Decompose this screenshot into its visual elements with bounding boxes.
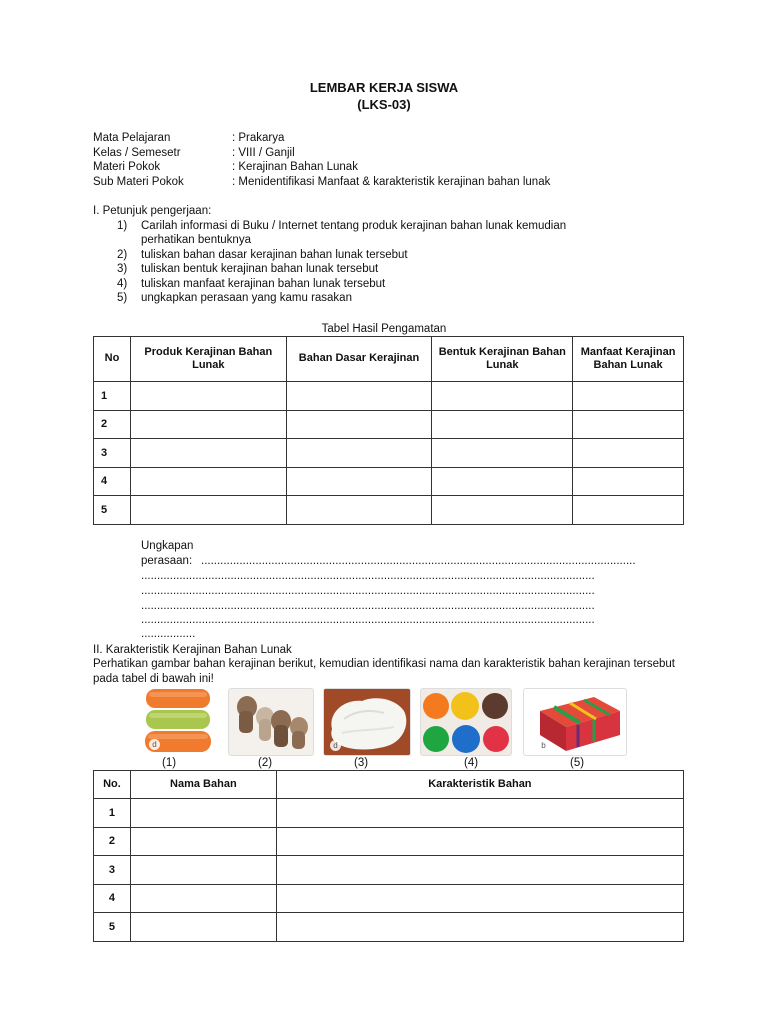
table-row	[94, 467, 684, 496]
colored-clay-balls-image	[420, 688, 512, 756]
feeling-label-2: perasaan:	[141, 555, 193, 567]
material-name-cell[interactable]	[130, 913, 276, 942]
material-cell[interactable]	[286, 410, 432, 439]
benefit-cell[interactable]	[573, 467, 684, 496]
header-base-material: Bahan Dasar Kerajinan	[286, 337, 432, 382]
row-number: 3	[94, 856, 131, 885]
step-text: tuliskan bahan dasar kerajinan bahan lunak tersebut	[141, 248, 408, 261]
worksheet-code: (LKS-03)	[357, 97, 411, 112]
table-row	[94, 884, 684, 913]
step-text: tuliskan manfaat kerajinan bahan lunak tersebut	[141, 277, 386, 290]
feeling-answer-line[interactable]: ..............................................................................................................................................	[141, 600, 595, 612]
benefit-cell[interactable]	[573, 439, 684, 468]
section2-instruction: Perhatikan gambar bahan kerajinan berikut, kemudian identifikasi nama dan karakteristik bahan kerajinan tersebut pada tabel di bawah ini!	[93, 658, 675, 685]
characteristics-cell[interactable]	[276, 856, 683, 885]
section1-heading: I. Petunjuk pengerjaan:	[93, 205, 212, 217]
characteristics-cell[interactable]	[276, 913, 683, 942]
table-row	[94, 799, 684, 828]
image-caption: (2)	[258, 757, 273, 769]
material-cell[interactable]	[286, 439, 432, 468]
material-name-cell[interactable]	[130, 856, 276, 885]
step-text: Carilah informasi di Buku / Internet tentang produk kerajinan bahan lunak kemudian	[141, 219, 567, 232]
feeling-label: Ungkapan	[141, 540, 194, 552]
image-tag: d	[330, 740, 341, 751]
product-cell[interactable]	[130, 467, 286, 496]
header-benefit: Manfaat Kerajinan Bahan Lunak	[573, 337, 684, 382]
characteristics-table-header	[94, 771, 684, 799]
product-cell[interactable]	[130, 439, 286, 468]
material-cell[interactable]	[286, 496, 432, 525]
product-cell[interactable]	[130, 496, 286, 525]
shape-cell[interactable]	[432, 496, 573, 525]
observation-table	[93, 336, 684, 525]
step-number: 5)	[117, 292, 128, 304]
info-value-topic: : Kerajinan Bahan Lunak	[232, 161, 358, 173]
image-caption: (3)	[354, 757, 369, 769]
header-no: No.	[94, 771, 131, 799]
info-label-subtopic: Sub Materi Pokok	[93, 175, 184, 188]
shape-cell[interactable]	[432, 439, 573, 468]
shape-cell[interactable]	[432, 410, 573, 439]
table-row	[94, 827, 684, 856]
soap-bars-image	[143, 688, 213, 754]
row-number: 4	[94, 467, 131, 496]
cotton-fiber-image	[323, 688, 411, 756]
header-no: No	[94, 337, 131, 382]
benefit-cell[interactable]	[573, 410, 684, 439]
product-cell[interactable]	[130, 410, 286, 439]
step-text: ungkapkan perasaan yang kamu rasakan	[141, 292, 352, 304]
step-text: tuliskan bentuk kerajinan bahan lunak tersebut	[141, 263, 379, 275]
characteristics-cell[interactable]	[276, 884, 683, 913]
worksheet-title: LEMBAR KERJA SISWA	[309, 80, 459, 95]
info-label-topic: Materi Pokok	[93, 161, 161, 173]
feeling-answer-line[interactable]: ..............................................................................................................................................	[141, 614, 595, 626]
image-caption: (5)	[570, 757, 585, 769]
step-number: 2)	[117, 248, 128, 261]
characteristics-table	[93, 770, 684, 942]
characteristics-cell[interactable]	[276, 799, 683, 828]
table-row	[94, 410, 684, 439]
benefit-cell[interactable]	[573, 496, 684, 525]
header-material-name: Nama Bahan	[130, 771, 276, 799]
header-product: Produk Kerajinan Bahan Lunak	[130, 337, 286, 382]
row-number: 2	[94, 410, 131, 439]
table-row	[94, 496, 684, 525]
clay-figures-image	[228, 688, 314, 756]
material-name-cell[interactable]	[130, 827, 276, 856]
feeling-answer-line-end[interactable]: .................	[141, 628, 196, 640]
material-name-cell[interactable]	[130, 884, 276, 913]
shape-cell[interactable]	[432, 467, 573, 496]
row-number: 2	[94, 827, 131, 856]
row-number: 1	[94, 799, 131, 828]
image-tag: d	[149, 739, 160, 750]
image-tag: b	[538, 740, 549, 751]
feeling-answer-line[interactable]: ..............................................................................................................................................	[141, 585, 595, 597]
row-number: 1	[94, 382, 131, 411]
step-number: 4)	[117, 277, 128, 290]
material-cell[interactable]	[286, 467, 432, 496]
product-cell[interactable]	[130, 382, 286, 411]
image-caption: (1)	[162, 757, 177, 769]
step-text-continued: perhatikan bentuknya	[141, 234, 251, 246]
observation-table-title: Tabel Hasil Pengamatan	[321, 323, 447, 335]
benefit-cell[interactable]	[573, 382, 684, 411]
header-shape: Bentuk Kerajinan Bahan Lunak	[432, 337, 573, 382]
info-value-subject: : Prakarya	[232, 132, 285, 144]
row-number: 5	[94, 913, 131, 942]
info-value-subtopic: : Menidentifikasi Manfaat & karakteristik kerajinan bahan lunak	[232, 175, 551, 188]
step-number: 1)	[117, 219, 128, 232]
table-row	[94, 913, 684, 942]
feeling-answer-line[interactable]: ..............................................................................................................................................	[141, 570, 595, 582]
step-number: 3)	[117, 263, 128, 275]
material-name-cell[interactable]	[130, 799, 276, 828]
row-number: 3	[94, 439, 131, 468]
info-label-class: Kelas / Semesetr	[93, 146, 181, 159]
table-row	[94, 856, 684, 885]
observation-table-header	[94, 337, 684, 382]
info-value-class: : VIII / Ganjil	[232, 146, 295, 159]
row-number: 4	[94, 884, 131, 913]
header-characteristics: Karakteristik Bahan	[276, 771, 683, 799]
image-caption: (4)	[464, 757, 479, 769]
feeling-answer-line[interactable]: ........................................................................................................................................	[201, 555, 636, 567]
shape-cell[interactable]	[432, 382, 573, 411]
row-number: 5	[94, 496, 131, 525]
section2-heading: II. Karakteristik Kerajinan Bahan Lunak	[93, 644, 292, 656]
material-cell[interactable]	[286, 382, 432, 411]
table-row	[94, 439, 684, 468]
table-row	[94, 382, 684, 411]
info-label-subject: Mata Pelajaran	[93, 132, 171, 144]
characteristics-cell[interactable]	[276, 827, 683, 856]
wax-block-image	[523, 688, 627, 756]
